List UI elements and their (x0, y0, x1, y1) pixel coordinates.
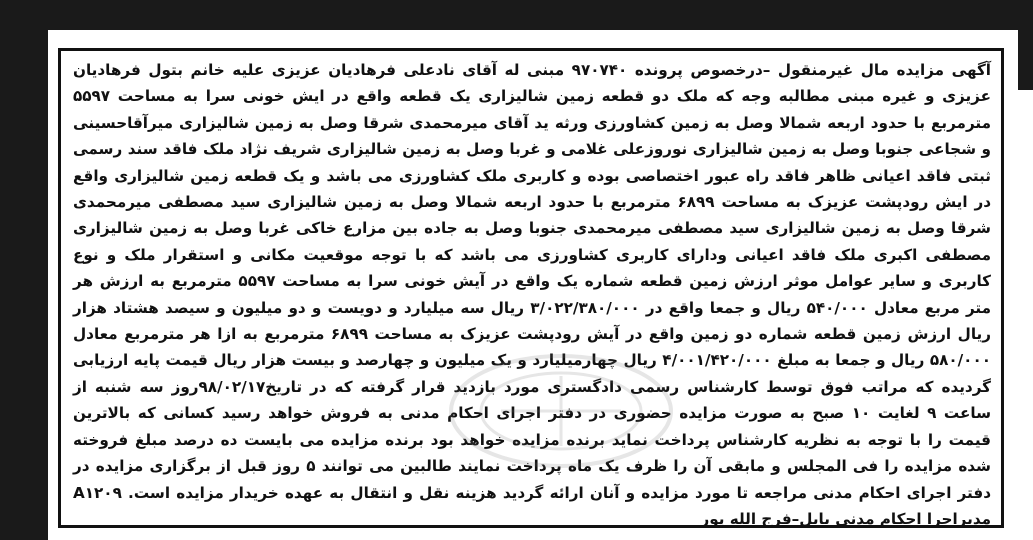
top-dark-bar (0, 0, 1033, 30)
right-dark-notch (1018, 30, 1033, 90)
notice-text-block (73, 57, 991, 532)
notice-frame (58, 48, 1004, 528)
notice-body: آگهی مزایده مال غیرمنقول –درخصوص پرونده ۹۷۰۷۴۰ مبنی له آقای نادعلی فرهادیان عزیزی علیه خانم بتول فرهادیان عزیزی و غیره مبنی مطالبه وجه که ملک دو قطعه زمین شالیزاری یک قطعه واقع در ایش خونی سرا به مساحت ۵۵۹۷ مترمربع با حدود اربعه شمالا وصل به زمین کشاورزی ورثه ید آقای میرمحمدی شرقا وصل به زمین شالیزاری میرآقاحسینی و شجاعی جنوبا وصل به زمین شالیزاری نوروزعلی غلامی و غربا وصل به زمین شالیزاری شریف نژاد ملک فاقد سند رسمی ثبتی فاقد اعیانی ظاهر فاقد راه عبور اختصاصی بوده و کاربری ملک کشاورزی می باشد و یک قطعه زمین شالیزاری واقع در ایش رودپشت عزیزک به مساحت ۶۸۹۹ مترمربع با حدود اربعه شمالا وصل به زمین شالیزاری سید مصطفی میرمحمدی شرقا وصل به زمین شالیزاری سید مصطفی میرمحمدی جنوبا وصل به جاده بین مزارع خاکی غربا وصل به زمین شالیزاری مصطفی اکبری ملک فاقد اعیانی ودارای کاربری کشاورزی می باشد که با توجه موقعیت مکانی و استقرار ملک و نوع کاربری و سایر عوامل موثر ارزش زمین قطعه شماره یک واقع در آیش خونی سرا به مساحت ۵۵۹۷ مترمربع به ارزش هر متر مربع معادل ۵۴۰/۰۰۰ ریال و جمعا واقع در ۳/۰۲۲/۳۸۰/۰۰۰ ریال سه میلیارد و دویست و دو میلیون و سیصد هشتاد هزار ریال ارزش زمین قطعه شماره دو زمین واقع در آیش رودپشت عزیزک به مساحت ۶۸۹۹ مترمربع به ازا هر مترمربع معادل ۵۸۰/۰۰۰ ریال و جمعا به مبلغ ۴/۰۰۱/۴۲۰/۰۰۰ ریال چهارمیلیارد و یک میلیون و چهارصد و بیست هزار ریال قیمت پایه ارزیابی گردیده که مراتب فوق توسط کارشناس رسمی دادگستری مورد بازدید قرار گرفته که در تاریخ۹۸/۰۲/۱۷روز سه شنبه از ساعت ۹ لغایت ۱۰ صبح به صورت مزایده حضوری در دفتر اجرای احکام مدنی به فروش خواهد رسید کسانی که بالاترین قیمت را با توجه به نظریه کارشناس پرداخت نماید برنده مزایده خواهد بود برنده مزایده می بایست ده درصد مبلغ فروخته شده مزایده را فی المجلس و مابقی آن را ظرف یک ماه پرداخت نمایند طالبین می توانند ۵ روز قبل از برگزاری مزایده در دفتر اجرای احکام مدنی مراجعه تا مورد مزایده و آنان ارائه گردید هزینه نقل و انتقال به عهده خریدار مزایده است. A۱۲۰۹ مدیراجرا احکام مدنی بابل–فرج الله پور (73, 61, 992, 528)
right-white-strip (1010, 30, 1033, 540)
left-dark-bar (0, 30, 48, 540)
